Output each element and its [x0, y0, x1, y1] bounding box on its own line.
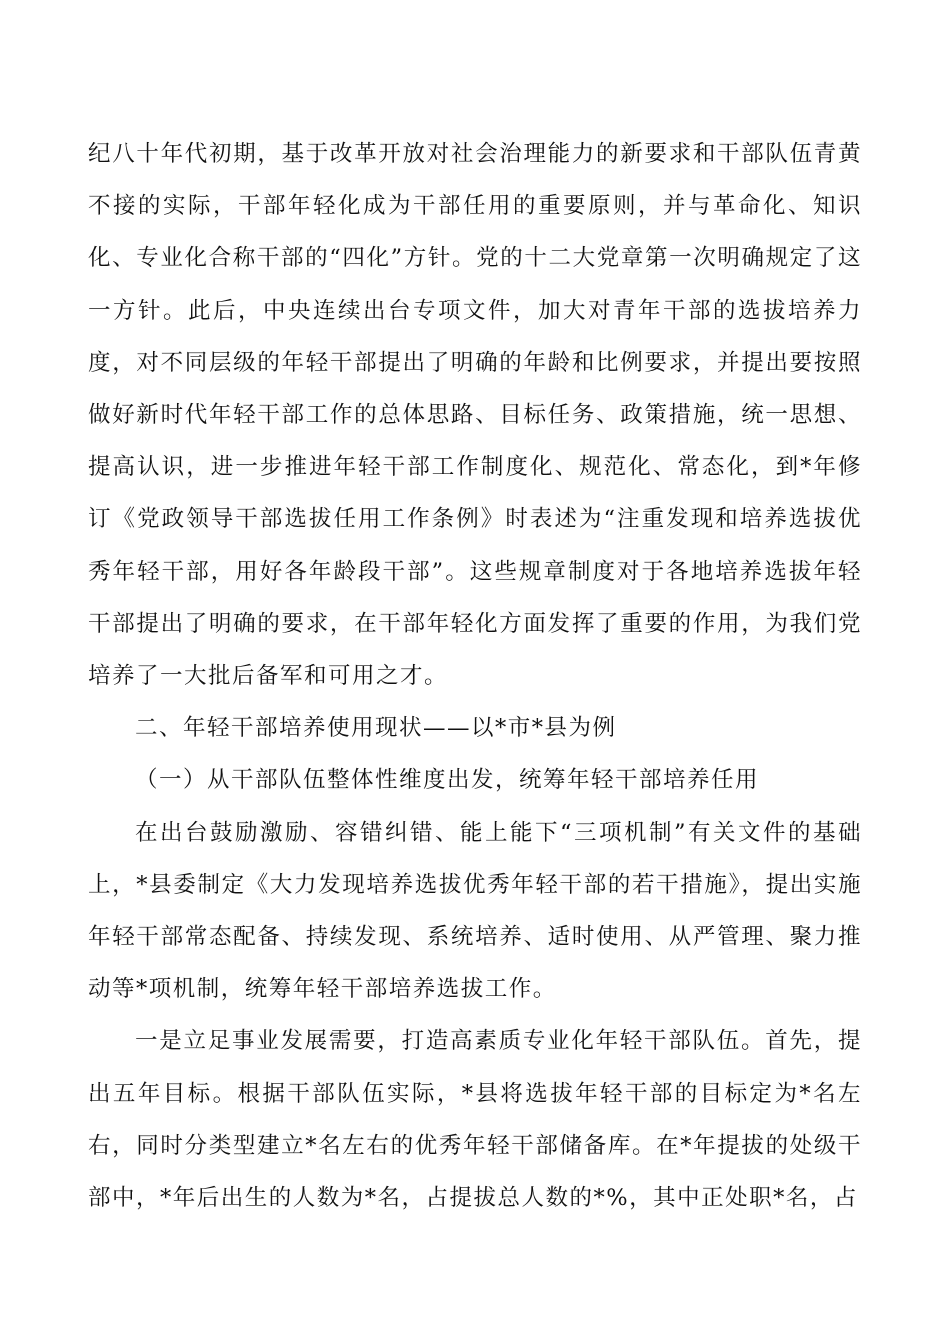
document-page [88, 128, 862, 1224]
paragraph-point-one: 一是立足事业发展需要，打造高素质专业化年轻干部队伍。首先，提出五年目标。根据干部队伍实际，*县将选拔年轻干部的目标定为*名左右，同时分类型建立*名左右的优秀年轻干部储备库。在*年提拔的处级干部中，*年后出生的人数为*名，占提拔总人数的*%，其中正处职*名，占 [88, 1028, 862, 1212]
section-two-heading: 二、年轻干部培养使用现状——以*市*县为例 [135, 715, 617, 742]
paragraph-intro-continuation: 纪八十年代初期，基于改革开放对社会治理能力的新要求和干部队伍青黄不接的实际，干部年轻化成为干部任用的重要原则，并与革命化、知识化、专业化合称干部的“四化”方针。党的十二大党章第一次明确规定了这一方针。此后，中央连续出台专项文件，加大对青年干部的选拔培养力度，对不同层级的年轻干部提出了明确的年龄和比例要求，并提出要按照做好新时代年轻干部工作的总体思路、目标任务、政策措施，统一思想、提高认识，进一步推进年轻干部工作制度化、规范化、常态化，到*年修订《党政领导干部选拔任用工作条例》时表述为“注重发现和培养选拔优秀年轻干部，用好各年龄段干部”。这些规章制度对于各地培养选拔年轻干部提出了明确的要求，在干部年轻化方面发挥了重要的作用，为我们党培养了一大批后备军和可用之才。 [88, 141, 862, 690]
subsection-one-heading: （一）从干部队伍整体性维度出发，统筹年轻干部培养任用 [135, 767, 760, 794]
paragraph-three-mechanisms: 在出台鼓励激励、容错纠错、能上能下“三项机制”有关文件的基础上，*县委制定《大力发现培养选拔优秀年轻干部的若干措施》，提出实施年轻干部常态配备、持续发现、系统培养、适时使用、从严管理、聚力推动等*项机制，统筹年轻干部培养选拔工作。 [88, 819, 862, 1003]
